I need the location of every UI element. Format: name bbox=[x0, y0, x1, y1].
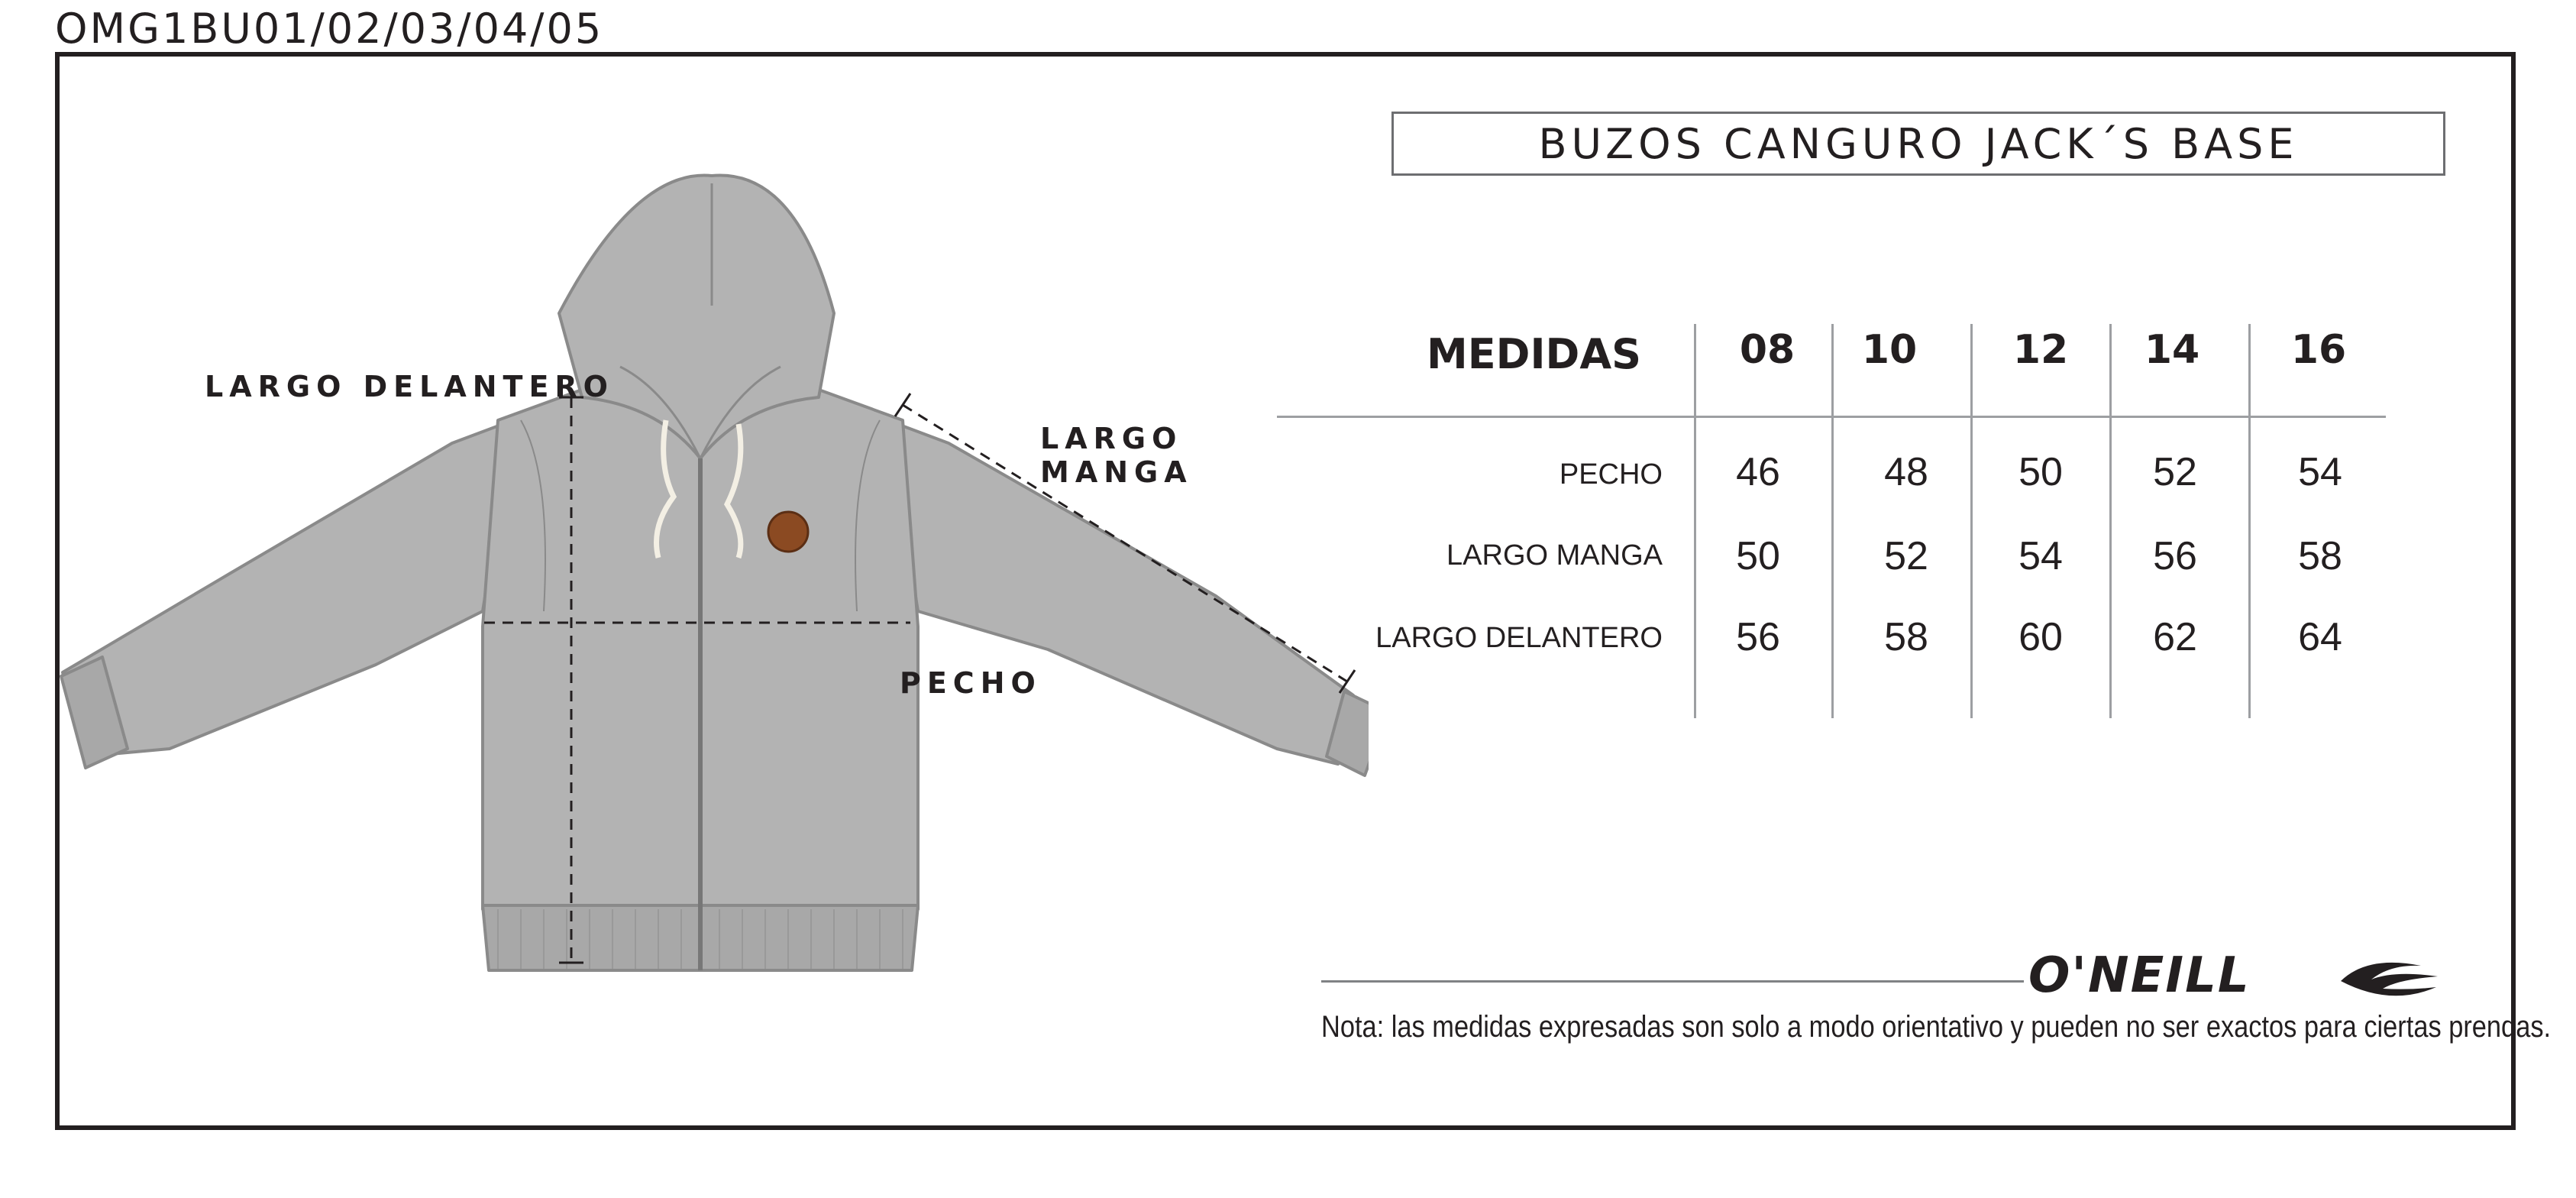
table-cell: 62 bbox=[2153, 615, 2197, 659]
label-largo: LARGO bbox=[1040, 422, 1183, 455]
brand-logo: O'NEILL bbox=[2028, 947, 2251, 1004]
column-divider bbox=[1831, 324, 1834, 718]
row-label: LARGO MANGA bbox=[1446, 539, 1663, 571]
size-header: 12 bbox=[2012, 327, 2069, 373]
table-cell: 56 bbox=[1736, 615, 1780, 659]
row-label: PECHO bbox=[1559, 458, 1663, 491]
table-cell: 50 bbox=[1736, 534, 1780, 578]
left-sleeve bbox=[63, 420, 513, 756]
column-divider bbox=[1970, 324, 1973, 718]
table-cell: 58 bbox=[1884, 615, 1928, 659]
table-cell: 64 bbox=[2298, 615, 2342, 659]
table-cell: 46 bbox=[1736, 450, 1780, 494]
label-pecho: PECHO bbox=[900, 666, 1042, 700]
column-divider bbox=[1694, 324, 1696, 718]
disclaimer-note: Nota: las medidas expresadas son solo a modo orientativo y pueden no ser exactos para ciertas prendas. bbox=[1321, 1010, 2552, 1044]
table-cell: 54 bbox=[2018, 534, 2063, 578]
table-cell: 56 bbox=[2153, 534, 2197, 578]
label-manga: MANGA bbox=[1040, 455, 1193, 489]
label-largo-delantero: LARGO DELANTERO bbox=[205, 370, 614, 403]
footer-divider bbox=[1321, 980, 2024, 983]
table-cell: 60 bbox=[2018, 615, 2063, 659]
logo-patch bbox=[768, 512, 808, 552]
size-header: 16 bbox=[2290, 327, 2347, 373]
size-header: 08 bbox=[1739, 327, 1795, 373]
table-cell: 54 bbox=[2298, 450, 2342, 494]
table-cell: 58 bbox=[2298, 534, 2342, 578]
table-cell: 52 bbox=[2153, 450, 2197, 494]
style-code: OMG1BU01/02/03/04/05 bbox=[55, 5, 604, 53]
wave-logo-icon bbox=[2337, 957, 2444, 1002]
table-cell: 48 bbox=[1884, 450, 1928, 494]
hoodie-illustration bbox=[55, 168, 1369, 993]
table-cell: 52 bbox=[1884, 534, 1928, 578]
product-title: BUZOS CANGURO JACK´S BASE bbox=[1391, 112, 2445, 176]
table-cell: 50 bbox=[2018, 450, 2063, 494]
column-divider bbox=[2248, 324, 2251, 718]
size-header: 10 bbox=[1861, 327, 1918, 373]
size-header: 14 bbox=[2144, 327, 2200, 373]
row-label: LARGO DELANTERO bbox=[1375, 622, 1663, 654]
table-header-medidas: MEDIDAS bbox=[1427, 330, 1642, 378]
column-divider bbox=[2109, 324, 2112, 718]
